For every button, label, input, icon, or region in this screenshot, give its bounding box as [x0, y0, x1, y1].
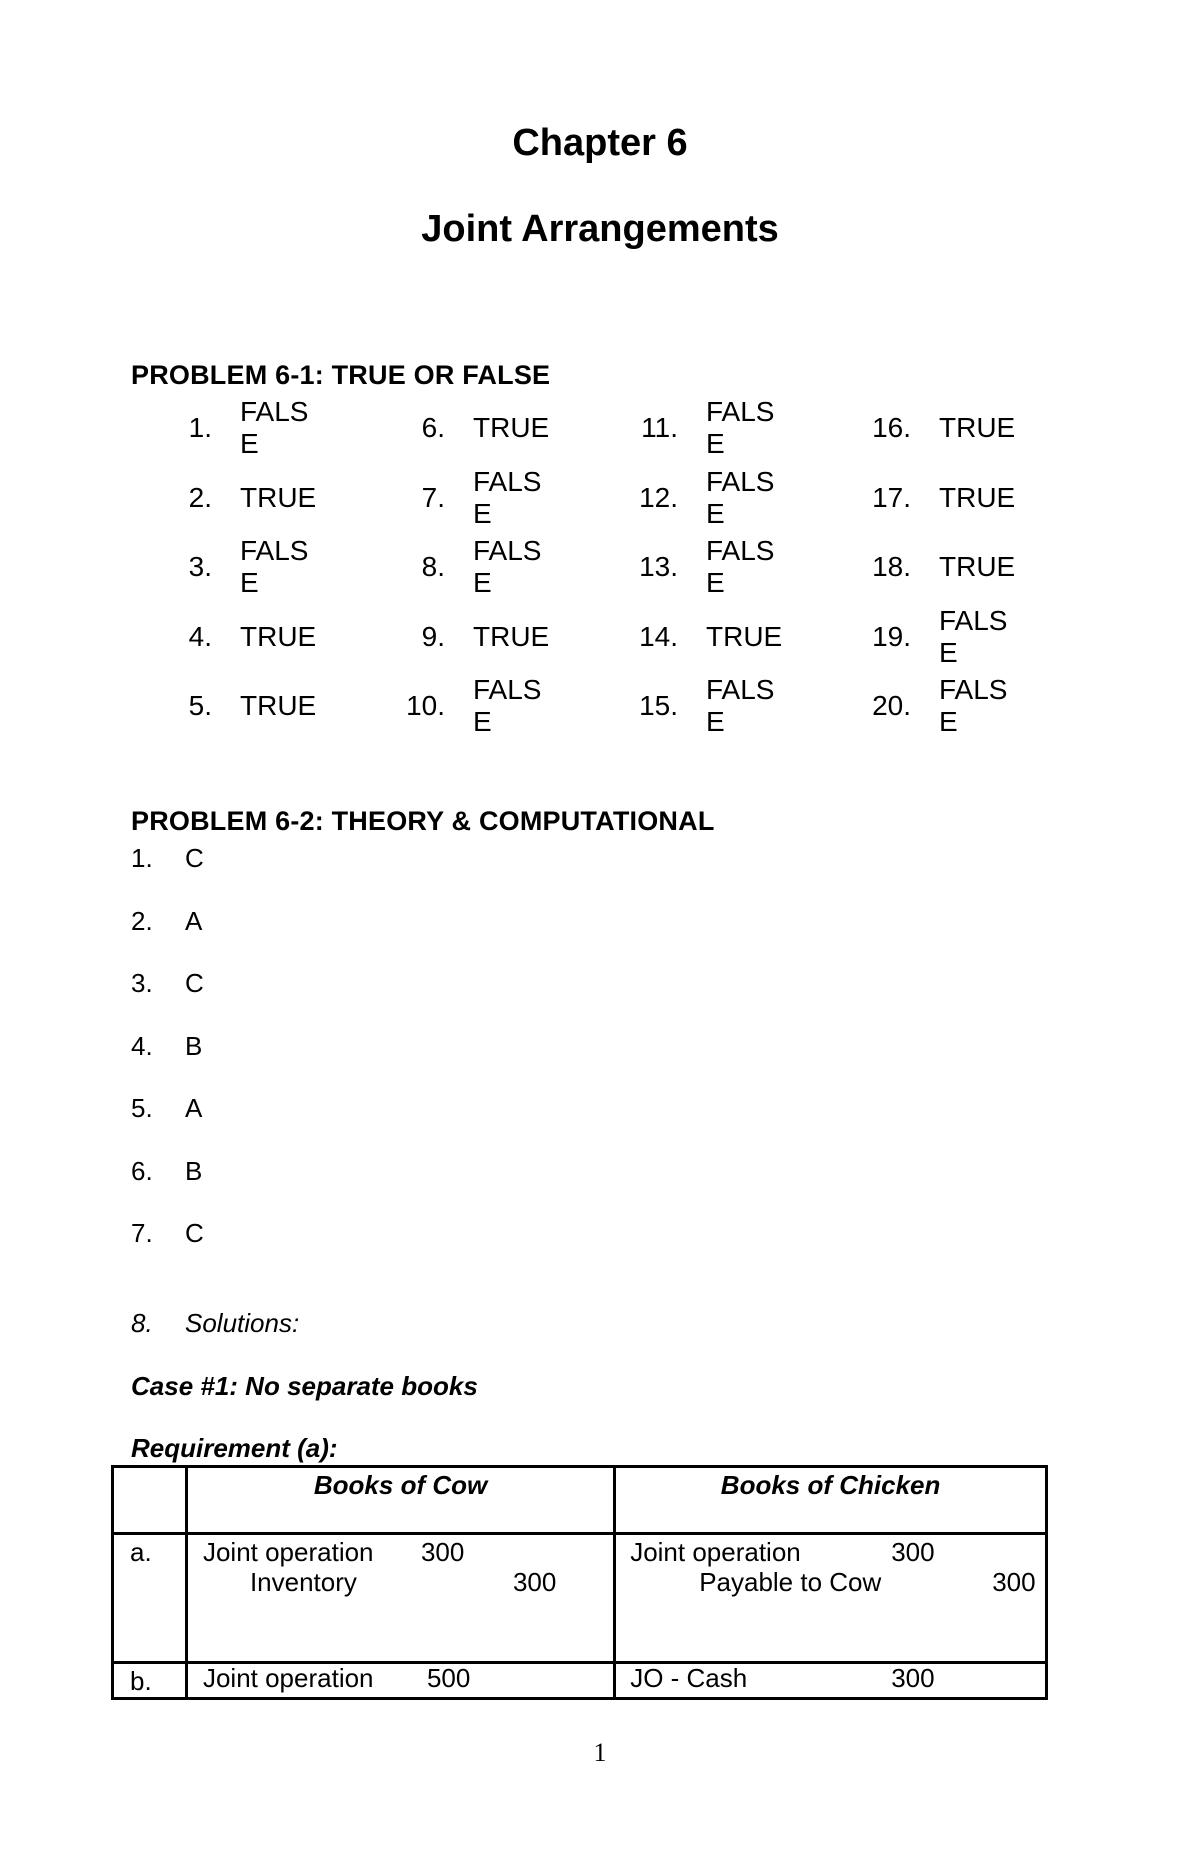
case-label: Case #1: No separate books	[131, 1371, 478, 1401]
tf-item-answer: TRUE	[939, 482, 1016, 513]
journal-entries-table	[111, 1465, 1048, 1700]
tf-item-number: 9.	[421, 621, 445, 652]
tf-item-answer: FALSE	[706, 396, 775, 459]
account-name: Joint operation	[202, 1663, 374, 1693]
tf-item-number: 13.	[639, 551, 678, 582]
chicken-entry-cell	[615, 1663, 1047, 1699]
tf-item-number: 15.	[639, 690, 678, 721]
mc-item-answer: B	[185, 1156, 203, 1186]
tf-item-number: 20.	[872, 690, 911, 721]
tf-item-number: 1.	[188, 412, 212, 443]
mc-item-number: 2.	[131, 906, 153, 936]
solutions-label: Solutions:	[185, 1308, 300, 1338]
tf-item-number: 18.	[872, 551, 911, 582]
tf-item-number: 17.	[872, 482, 911, 513]
table-row	[113, 1534, 1047, 1663]
account-name: JO - Cash	[630, 1663, 748, 1693]
tf-item-answer: TRUE	[939, 551, 1016, 582]
chapter-subtitle: Joint Arrangements	[421, 208, 779, 250]
debit-amount: 300	[891, 1663, 935, 1693]
tf-item-answer: FALSE	[706, 674, 775, 737]
tf-item-number: 5.	[188, 690, 212, 721]
mc-item-number: 1.	[131, 843, 153, 873]
tf-item-answer: FALSE	[473, 466, 542, 529]
tf-item-number: 16.	[872, 412, 911, 443]
page-number: 1	[593, 1738, 607, 1767]
tf-item-answer: TRUE	[473, 621, 550, 652]
header-books-of-cow: Books of Cow	[186, 1467, 614, 1534]
tf-item-number: 7.	[421, 482, 445, 513]
tf-item-number: 8.	[421, 551, 445, 582]
cow-entry-cell	[186, 1534, 614, 1663]
account-name: Joint operation	[630, 1537, 801, 1567]
mc-item-number: 6.	[131, 1156, 153, 1186]
tf-item-number: 2.	[188, 482, 212, 513]
account-name: Inventory	[249, 1567, 357, 1597]
tf-item-answer: FALSE	[939, 674, 1008, 737]
header-blank-cell	[113, 1467, 187, 1534]
tf-item-number: 19.	[872, 621, 911, 652]
tf-item-answer: FALSE	[939, 605, 1008, 668]
tf-item-answer: FALSE	[706, 466, 775, 529]
tf-item-answer: TRUE	[939, 412, 1016, 443]
tf-item-number: 12.	[639, 482, 678, 513]
problem-2-heading: PROBLEM 6-2: THEORY & COMPUTATIONAL	[131, 806, 715, 836]
table-header-row	[113, 1467, 1047, 1534]
mc-item-number: 3.	[131, 968, 153, 998]
mc-item-number: 5.	[131, 1093, 153, 1123]
row-letter: a.	[113, 1534, 187, 1663]
tf-item-answer: TRUE	[240, 482, 317, 513]
account-name: Joint operation	[202, 1537, 374, 1567]
debit-amount: 300	[891, 1537, 935, 1567]
tf-item-number: 11.	[641, 412, 678, 443]
debit-amount: 500	[426, 1663, 471, 1693]
problem-1-heading: PROBLEM 6-1: TRUE OR FALSE	[131, 360, 551, 390]
chapter-title: Chapter 6	[512, 122, 688, 164]
tf-item-answer: TRUE	[473, 412, 550, 443]
mc-item-answer: A	[185, 906, 203, 936]
chicken-entry-cell	[615, 1534, 1047, 1663]
mc-item-answer: C	[185, 968, 204, 998]
table-row	[113, 1663, 1047, 1699]
tf-item-answer: TRUE	[240, 690, 317, 721]
tf-item-answer: FALSE	[240, 535, 309, 598]
tf-item-answer: TRUE	[706, 621, 783, 652]
tf-item-answer: FALSE	[473, 535, 542, 598]
mc-item-number: 7.	[131, 1218, 153, 1248]
account-name: Payable to Cow	[699, 1567, 882, 1597]
mc-item-answer: B	[185, 1031, 203, 1061]
requirement-label: Requirement (a):	[131, 1433, 338, 1463]
tf-item-number: 3.	[188, 551, 212, 582]
credit-amount: 300	[992, 1567, 1036, 1597]
debit-amount: 300	[420, 1537, 465, 1567]
mc-item-number: 4.	[131, 1031, 153, 1061]
tf-item-answer: TRUE	[240, 621, 317, 652]
tf-item-answer: FALSE	[473, 674, 542, 737]
mc-item-answer: C	[185, 1218, 204, 1248]
solutions-number: 8.	[131, 1308, 153, 1338]
tf-item-number: 14.	[639, 621, 678, 652]
mc-item-answer: A	[185, 1093, 203, 1123]
tf-item-number: 4.	[188, 621, 212, 652]
mc-item-answer: C	[185, 843, 204, 873]
row-letter: b.	[113, 1663, 187, 1699]
tf-item-answer: FALSE	[706, 535, 775, 598]
header-books-of-chicken: Books of Chicken	[615, 1467, 1047, 1534]
tf-item-answer: FALSE	[240, 396, 309, 459]
credit-amount: 300	[512, 1567, 557, 1597]
tf-item-number: 10.	[406, 690, 445, 721]
cow-entry-cell	[186, 1663, 614, 1699]
tf-item-number: 6.	[421, 412, 445, 443]
